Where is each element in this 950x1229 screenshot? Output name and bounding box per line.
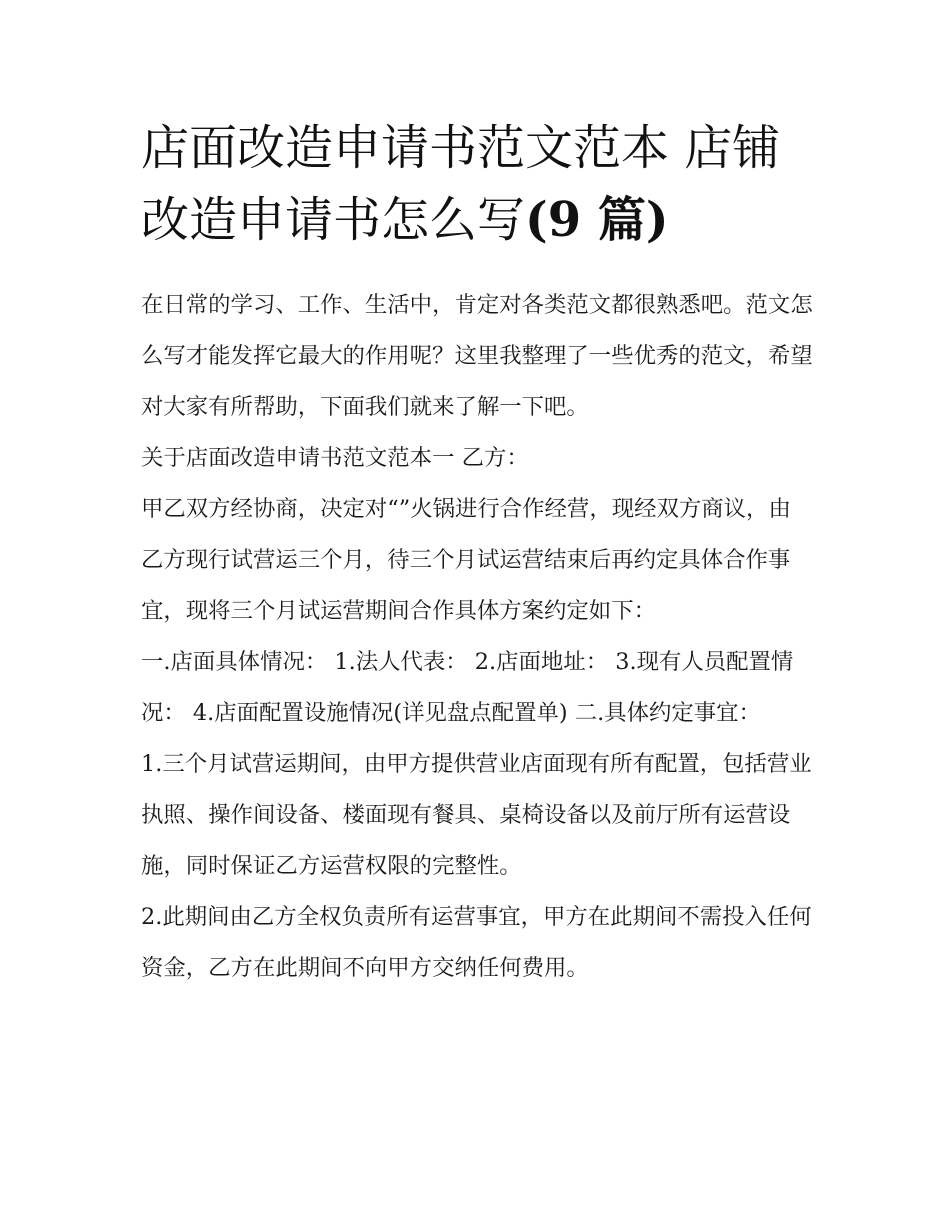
paragraph-clause-2: 2.此期间由乙方全权负责所有运营事宜，甲方在此期间不需投入任何资金，乙方在此期间不向甲方交纳任何费用。 xyxy=(141,904,812,981)
paragraph-clause-1: 1.三个月试营运期间，由甲方提供营业店面现有所有配置，包括营业执照、操作间设备、楼面现有餐具、桌椅设备以及前厅所有运营设施，同时保证乙方运营权限的完整性。 xyxy=(141,751,812,879)
paragraph-intro: 在日常的学习、工作、生活中，肯定对各类范文都很熟悉吧。范文怎么写才能发挥它最大的作用呢？这里我整理了一些优秀的范文，希望对大家有所帮助，下面我们就来了解一下吧。 xyxy=(141,292,813,420)
paragraph-section-heading: 关于店面改造申请书范文范本一 乙方： xyxy=(141,445,529,471)
document-title-main: 店面改造申请书范文范本 店铺改造申请书怎么写 xyxy=(141,120,781,248)
document-title xyxy=(141,112,813,256)
document-content xyxy=(141,112,813,994)
paragraph-agreement: 甲乙双方经协商，决定对“”火锅进行合作经营，现经双方商议，由乙方现行试营运三个月，待三个月试运营结束后再约定具体合作事宜，现将三个月试运营期间合作具体方案约定如下： xyxy=(141,496,791,624)
document-title-suffix: (9 篇) xyxy=(525,192,669,248)
document-body xyxy=(141,280,813,994)
paragraph-store-details: 一.店面具体情况： 1.法人代表： 2.店面地址： 3.现有人员配置情况： 4.店面配置设施情况(详见盘点配置单) 二.具体约定事宜： xyxy=(141,649,794,726)
